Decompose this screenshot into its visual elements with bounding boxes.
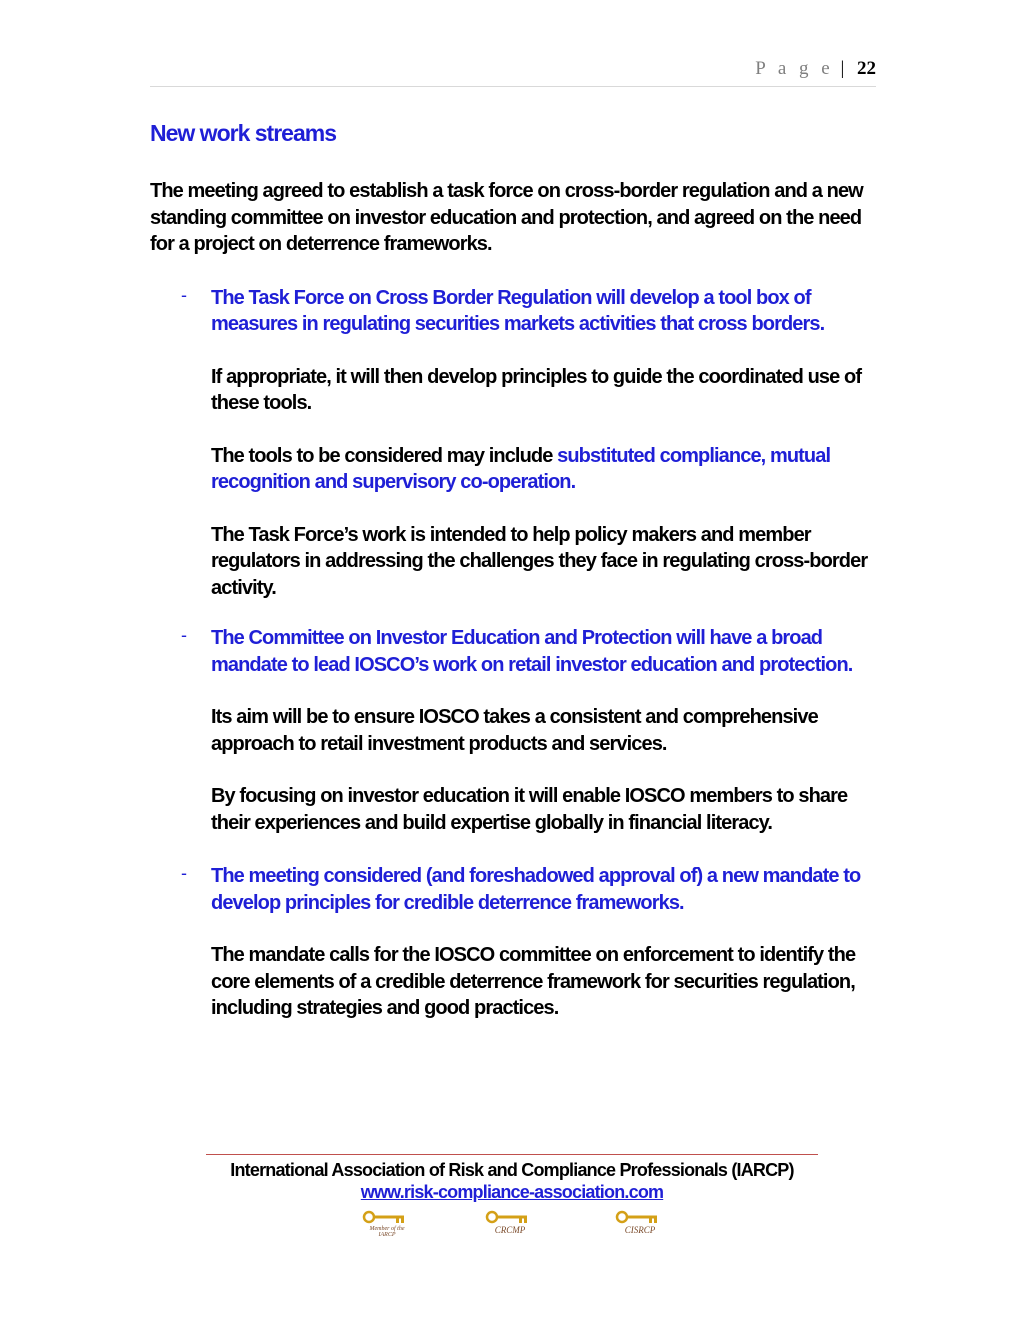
bullet-paragraph: If appropriate, it will then develop principles to guide the coordinated use of these tools. <box>211 365 862 414</box>
bullet-item-investor-education <box>150 625 880 678</box>
bullet-paragraph <box>150 443 880 496</box>
bullet-paragraph: Its aim will be to ensure IOSCO takes a consistent and comprehensive approach to retail investment products and services. <box>211 706 818 755</box>
cisrcp-logo <box>615 1210 665 1238</box>
bullet-lead: The meeting considered (and foreshadowed approval of) a new mandate to develop principles for credible deterrence frameworks. <box>211 865 861 914</box>
bullet-item-deterrence <box>150 863 880 916</box>
bullet-dash: - <box>181 625 187 645</box>
intro-paragraph: The meeting agreed to establish a task force on cross-border regulation and a new standing committee on investor education and protection, and agreed on the need for a project on deterrence frameworks. <box>150 180 863 255</box>
page-header <box>150 58 876 87</box>
bullet-lead: The Task Force on Cross Border Regulation will develop a tool box of measures in regulating securities markets activities that cross borders. <box>211 286 825 335</box>
paragraph-highlight: substituted compliance, mutual recognition and supervisory co-operation. <box>211 444 831 493</box>
key-logo-icon <box>485 1210 535 1226</box>
logo-caption: Member of the IARCP <box>369 1226 405 1238</box>
main-content <box>150 178 880 1022</box>
page-footer <box>206 1154 818 1203</box>
crcmp-logo <box>485 1210 535 1238</box>
bullet-lead: The Committee on Investor Education and Protection will have a broad mandate to lead IOSCO’s work on retail investor education and protection. <box>211 627 853 676</box>
bullet-dash: - <box>181 284 187 305</box>
page-number-label <box>755 58 876 79</box>
iarcp-member-logo <box>362 1210 412 1238</box>
logo-caption: CISRCP <box>624 1225 656 1235</box>
page-number: 22 <box>857 58 876 79</box>
footer-logos <box>360 1210 680 1240</box>
page-separator: | <box>840 58 845 79</box>
bullet-paragraph: By focusing on investor education it will enable IOSCO members to share their experiences and build expertise globally in financial literacy. <box>211 785 848 834</box>
bullet-paragraph: The Task Force’s work is intended to help policy makers and member regulators in addressing the challenges they face in regulating cross-border activity. <box>211 523 868 599</box>
page-label: P a g e <box>755 58 834 79</box>
bullet-dash: - <box>181 863 187 883</box>
bullet-paragraph: The mandate calls for the IOSCO committee on enforcement to identify the core elements of a credible deterrence framework for securities regulation, including strategies and good practices. <box>211 944 856 1019</box>
bullet-item-task-force <box>150 285 880 338</box>
logo-caption: CRCMP <box>494 1225 526 1235</box>
paragraph-prefix: The tools to be considered may include <box>211 444 558 467</box>
footer-organization: International Association of Risk and Compliance Professionals (IARCP) <box>230 1160 794 1180</box>
key-logo-icon <box>362 1210 412 1226</box>
section-title: New work streams <box>150 120 336 146</box>
footer-website-link[interactable]: www.risk-compliance-association.com <box>360 1182 664 1202</box>
key-logo-icon <box>615 1210 665 1226</box>
